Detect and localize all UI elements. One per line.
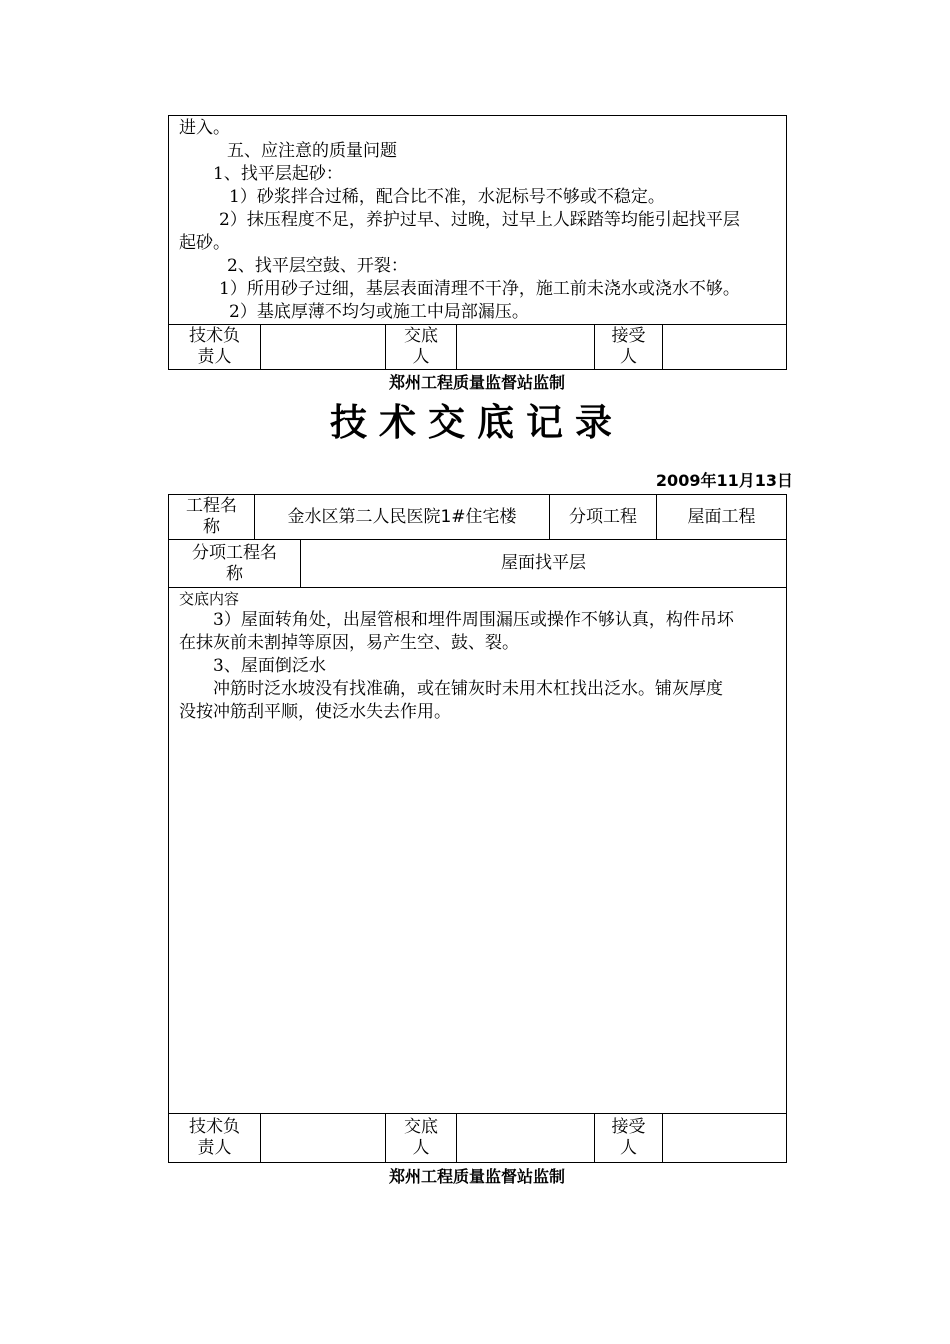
tech-lead-value[interactable] bbox=[261, 1114, 386, 1163]
receiver-value[interactable] bbox=[663, 1114, 787, 1163]
record-signature-row bbox=[169, 1114, 787, 1163]
record-content-cell bbox=[169, 588, 787, 1114]
content-line: 起砂。 bbox=[179, 233, 230, 253]
record-supervision-text: 郑州工程质量监督站监制 bbox=[388, 1167, 565, 1186]
sub-project-value: 屋面工程 bbox=[657, 495, 787, 540]
sub-project-name-value: 屋面找平层 bbox=[301, 540, 787, 588]
record-title: 技术交底记录 bbox=[330, 400, 624, 444]
content-line: 没按冲筋刮平顺，使泛水失去作用。 bbox=[179, 702, 451, 722]
content-line: 3）屋面转角处，出屋管根和埋件周围漏压或操作不够认真，构件吊坏 bbox=[213, 610, 734, 630]
content-line: 1）所用砂子过细，基层表面清理不干净，施工前未浇水或浇水不够。 bbox=[219, 279, 740, 299]
top-continuation-table bbox=[168, 115, 787, 370]
receiver-label: 接受 人 bbox=[595, 1114, 663, 1163]
tech-lead-label: 技术负 责人 bbox=[169, 1114, 261, 1163]
project-name-value: 金水区第二人民医院1#住宅楼 bbox=[255, 495, 550, 540]
receiver-label: 接受 人 bbox=[595, 325, 663, 370]
content-line: 在抹灰前未割掉等原因，易产生空、鼓、裂。 bbox=[179, 633, 519, 653]
project-name-label: 工程名 称 bbox=[169, 495, 255, 540]
top-supervision-text: 郑州工程质量监督站监制 bbox=[388, 373, 565, 392]
top-content bbox=[179, 117, 777, 324]
content-line: 冲筋时泛水坡没有找准确，或在铺灰时未用木杠找出泛水。铺灰厚度 bbox=[213, 679, 723, 699]
tech-lead-label: 技术负 责人 bbox=[169, 325, 261, 370]
discloser-label: 交底 人 bbox=[386, 325, 457, 370]
record-content-table bbox=[168, 587, 787, 1163]
record-header-table bbox=[168, 494, 787, 540]
content-line: 1）砂浆拌合过稀，配合比不准，水泥标号不够或不稳定。 bbox=[229, 187, 665, 207]
sub-project-label: 分项工程 bbox=[550, 495, 657, 540]
top-signature-row bbox=[169, 325, 787, 370]
tech-lead-value[interactable] bbox=[261, 325, 386, 370]
content-line: 3、屋面倒泛水 bbox=[213, 656, 326, 676]
content-line: 2）抹压程度不足，养护过早、过晚，过早上人踩踏等均能引起找平层 bbox=[219, 210, 740, 230]
discloser-value[interactable] bbox=[457, 325, 595, 370]
receiver-value[interactable] bbox=[663, 325, 787, 370]
discloser-value[interactable] bbox=[457, 1114, 595, 1163]
top-content-cell bbox=[169, 116, 787, 325]
record-content bbox=[179, 609, 777, 724]
content-line: 进入。 bbox=[179, 118, 230, 138]
content-line: 2）基底厚薄不均匀或施工中局部漏压。 bbox=[229, 302, 529, 322]
content-label: 交底内容 bbox=[179, 590, 240, 608]
sub-project-name-label: 分项工程名 称 bbox=[169, 540, 301, 588]
content-line: 2、找平层空鼓、开裂： bbox=[227, 256, 408, 276]
discloser-label: 交底 人 bbox=[386, 1114, 457, 1163]
record-date: 2009年11月13日 bbox=[655, 471, 793, 490]
content-line: 五、应注意的质量问题 bbox=[227, 141, 397, 161]
record-subname-table bbox=[168, 539, 787, 588]
content-line: 1、找平层起砂： bbox=[213, 164, 343, 184]
